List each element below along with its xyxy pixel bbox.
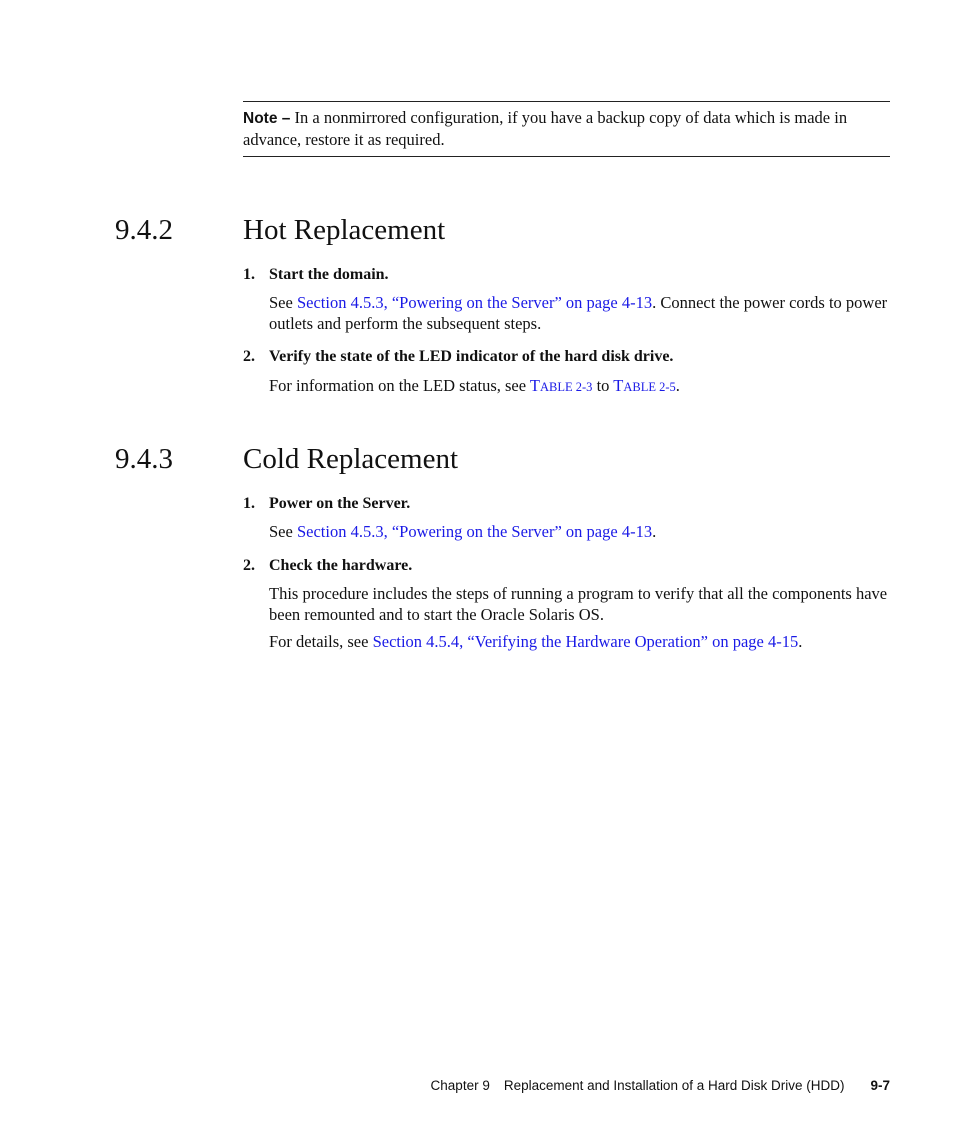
hot-step-1: [243, 266, 389, 284]
note: [243, 107, 890, 150]
note-label: Note –: [243, 110, 291, 127]
link-text: 2-3: [572, 380, 593, 394]
step-number: 2.: [243, 557, 255, 574]
hot-step-1-paragraph: [269, 292, 890, 334]
section-number-hot: 9.4.2: [115, 214, 173, 246]
text-see: See: [269, 522, 297, 541]
note-text: In a nonmirrored configuration, if you have a backup copy of data which is made in advance, restore it as required.: [243, 108, 848, 149]
link-text: T: [613, 376, 624, 395]
cold-step-1: [243, 495, 410, 513]
section-4-5-3-link[interactable]: Section 4.5.3, “Powering on the Server” on page 4-13: [296, 293, 653, 312]
text-see: See: [269, 293, 297, 312]
hot-step-2: [243, 348, 673, 366]
text-pre: For information on the LED status, see: [269, 376, 530, 395]
footer-chapter: Chapter 9: [430, 1078, 490, 1093]
step-label: Power on the Server.: [269, 495, 411, 512]
step-label: Verify the state of the LED indicator of the hard disk drive.: [269, 348, 674, 365]
footer-title: Replacement and Installation of a Hard Disk Drive (HDD): [503, 1078, 845, 1093]
text-pre: For details, see: [269, 632, 373, 651]
text-end: .: [652, 522, 657, 541]
link-text: ABLE: [540, 380, 573, 394]
section-title-cold: Cold Replacement: [243, 443, 459, 475]
text-rest: . Connect the power cords to power outlets and perform the subsequent steps.: [269, 293, 888, 333]
link-text: T: [529, 376, 540, 395]
link-text: ABLE: [623, 380, 656, 394]
section-title-hot: Hot Replacement: [243, 214, 446, 246]
note-top-rule: [243, 101, 890, 102]
note-bottom-rule: [243, 156, 890, 157]
section-number-cold: 9.4.3: [115, 443, 173, 475]
step-label: Start the domain.: [269, 266, 389, 283]
section-4-5-4-link[interactable]: Section 4.5.4, “Verifying the Hardware Operation” on page 4-15: [372, 632, 799, 651]
link-text: 2-5: [655, 380, 676, 394]
step-number: 1.: [243, 495, 255, 512]
hot-step-2-paragraph: [269, 375, 890, 398]
text-end: .: [675, 376, 680, 395]
section-4-5-3-link[interactable]: Section 4.5.3, “Powering on the Server” on page 4-13: [296, 522, 653, 541]
step-number: 1.: [243, 266, 255, 283]
table-2-3-link[interactable]: [530, 376, 593, 395]
step-number: 2.: [243, 348, 255, 365]
text-end: .: [798, 632, 803, 651]
cold-step-2: [243, 557, 412, 575]
text-mid: to: [592, 376, 614, 395]
page-number: 9-7: [870, 1078, 890, 1093]
cold-step-2-paragraph-1: This procedure includes the steps of running a program to verify that all the components have been remounted and to start the Oracle Solaris OS.: [269, 584, 888, 624]
table-2-5-link[interactable]: [613, 376, 676, 395]
step-label: Check the hardware.: [269, 557, 413, 574]
cold-step-2-paragraph-2: [269, 631, 890, 652]
page-footer: [431, 1078, 890, 1093]
cold-step-1-paragraph: [269, 521, 890, 542]
